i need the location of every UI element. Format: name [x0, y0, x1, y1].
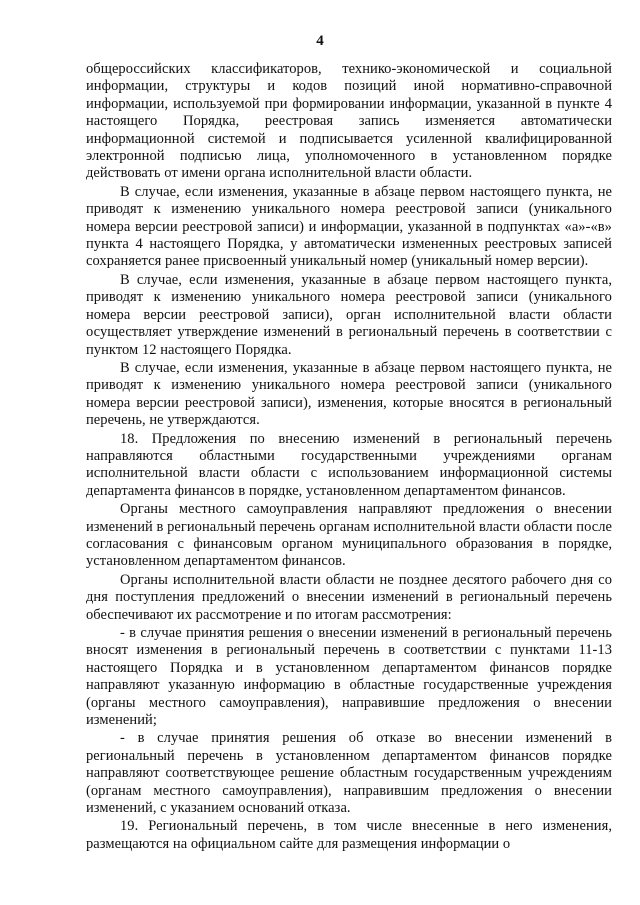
paragraph-2: В случае, если изменения, указанные в абзаце первом настоящего пункта, не приводят к изменению уникального номера реестровой записи (уникального номера версии реестровой записи) и информации, указанной в подпунктах «а»-«в» пункта 4 настоящего Порядка, у автоматически измененных реестровых записей сохраняется ранее присвоенный уникальный номер (уникальный номер версии). — [86, 183, 612, 270]
paragraph-7: Органы исполнительной власти области не позднее десятого рабочего дня со дня поступления предложений о внесении изменений в региональный перечень обеспечивают их рассмотрение и по итогам рассмотрения: — [86, 571, 612, 623]
page-number: 4 — [316, 33, 324, 49]
list-item-1: - в случае принятия решения о внесении изменений в региональный перечень вносят изменения в региональный перечень в соответствии с пунктами 11-13 настоящего Порядка и в установленном департаментом финансов порядке направляют указанную информацию в областные государственные учреждения (органы местного самоуправления), направившие предложения о внесении изменений; — [86, 625, 612, 729]
paragraph-5: 18. Предложения по внесению изменений в региональный перечень направляются областными государственными учреждениями органам исполнительной власти области с использованием информационной системы департамента финансов в порядке, установленном департаментом финансов. — [86, 430, 612, 499]
paragraph-1: общероссийских классификаторов, технико-экономической и социальной информации, структуры и кодов позиций иной нормативно-справочной информации, используемой при формировании информации, указанной в пункте 4 настоящего Порядка, реестровая запись изменяется автоматически информационной системой и подписывается усиленной квалифицированной электронной подписью лица, уполномоченного в установленном порядке действовать от имени органа исполнительной власти области. — [86, 61, 612, 182]
paragraph-8: 19. Региональный перечень, в том числе внесенные в него изменения, размещаются на официальном сайте для размещения информации о — [86, 818, 612, 852]
paragraph-4: В случае, если изменения, указанные в абзаце первом настоящего пункта, не приводят к изменению уникального номера реестровой записи (уникального номера версии реестровой записи), изменения, которые вносятся в региональный перечень, не утверждаются. — [86, 359, 612, 429]
paragraph-3: В случае, если изменения, указанные в абзаце первом настоящего пункта, приводят к изменению уникального номера реестровой записи (уникального номера версии реестровой записи), орган исполнительной власти области осуществляет утверждение изменений в региональный перечень в соответствии с пунктом 12 настоящего Порядка. — [86, 271, 612, 358]
document-body — [86, 61, 612, 853]
list-item-2: - в случае принятия решения об отказе во внесении изменений в региональный перечень в установленном департаментом финансов порядке направляют соответствующее решение областным государственным учреждениям (органам местного самоуправления), направившим предложения о внесении изменений, с указанием оснований отказа. — [86, 730, 612, 817]
paragraph-6: Органы местного самоуправления направляют предложения о внесении изменений в региональный перечень органам исполнительной власти области после согласования с финансовым органом муниципального образования в порядке, установленном департаментом финансов. — [86, 501, 612, 570]
